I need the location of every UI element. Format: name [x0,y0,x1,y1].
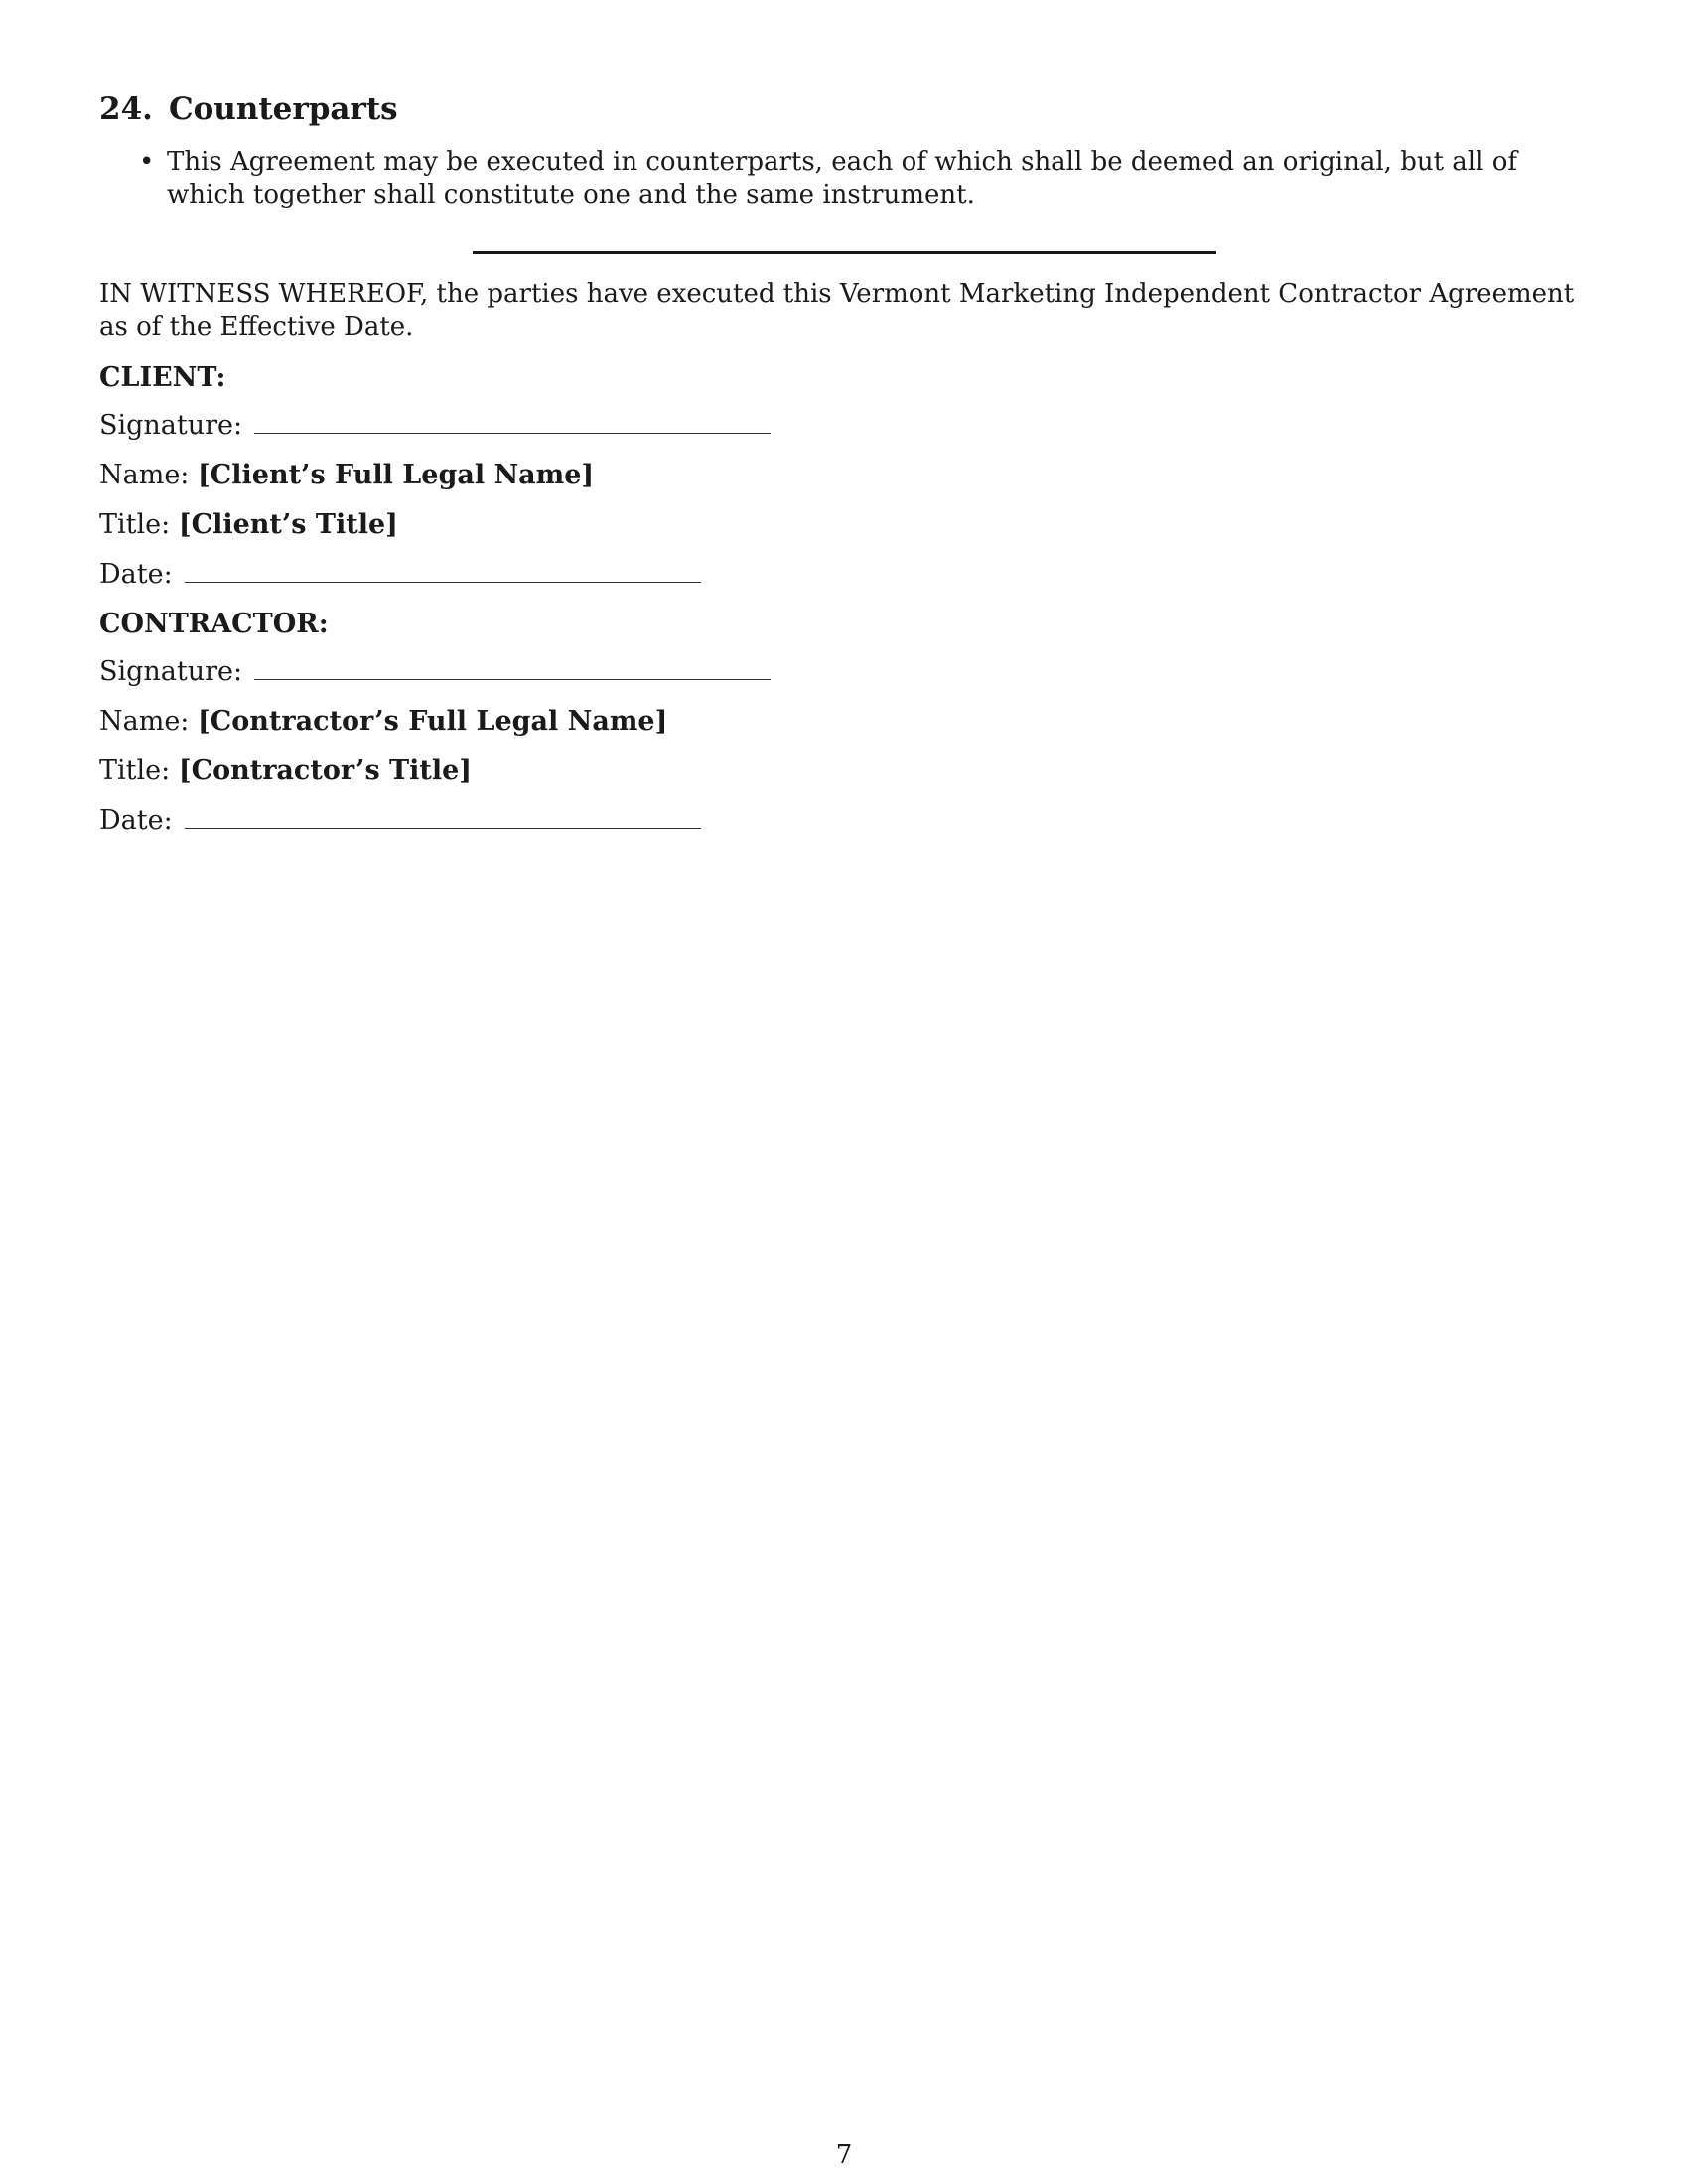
contractor-signature-line [254,657,771,680]
contractor-name-value: [Contractor’s Full Legal Name] [198,706,668,738]
client-date-label: Date: [99,559,173,591]
client-name-field [99,459,1589,492]
section-heading [99,91,1589,128]
client-signature-line [254,411,771,434]
client-signature-field [99,409,1589,443]
client-name-value: [Client’s Full Legal Name] [198,460,595,491]
contractor-signature-label: Signature: [99,656,243,688]
contractor-name-label: Name: [99,706,190,738]
bullet-text: This Agreement may be executed in counterparts, each of which shall be deemed an original, but all of which together shall constitute one and the same instrument. [167,147,1517,210]
client-signature-label: Signature: [99,410,243,442]
bullet-icon: • [139,147,155,178]
contractor-title-field [99,754,1589,788]
client-title-value: [Client’s Title] [178,509,398,541]
client-date-line [185,560,701,583]
document-page [99,91,1589,854]
client-label: CLIENT: [99,362,226,394]
section-title: Counterparts [168,91,398,127]
client-title-field [99,508,1589,542]
section-number: 24. [99,91,153,127]
contractor-title-label: Title: [99,755,171,787]
page-number: 7 [835,2140,853,2170]
client-name-label: Name: [99,460,190,491]
contractor-name-field [99,705,1589,739]
contractor-signature-block [99,608,1589,838]
list-item [99,146,1589,211]
contractor-date-label: Date: [99,805,173,837]
contractor-title-value: [Contractor’s Title] [178,755,473,787]
horizontal-divider [473,251,1216,254]
client-signature-block [99,361,1589,592]
contractor-label: CONTRACTOR: [99,609,329,640]
witness-paragraph: IN WITNESS WHEREOF, the parties have executed this Vermont Marketing Independent Contractor Agreement as of the Effective Date. [99,279,1575,342]
contractor-signature-field [99,655,1589,689]
client-title-label: Title: [99,509,171,541]
contractor-date-field [99,804,1589,838]
contractor-date-line [185,806,701,829]
section-bullet-list [99,146,1589,211]
client-date-field [99,558,1589,592]
